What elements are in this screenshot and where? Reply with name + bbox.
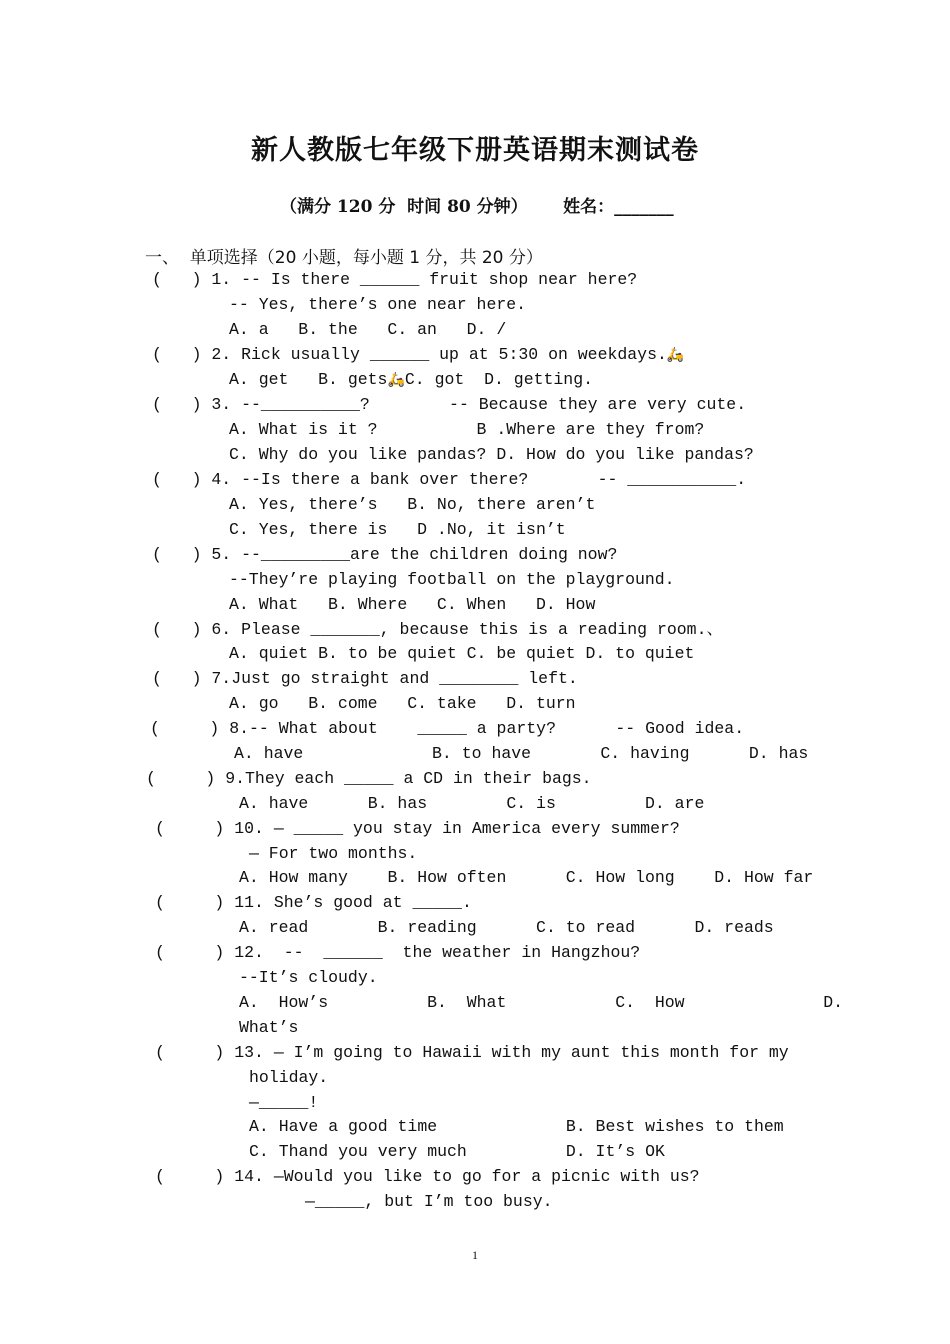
scooter-icon: 🛵: [666, 348, 685, 364]
question-line: —_____, but I’m too busy.: [305, 1192, 553, 1211]
question-line: ( ) 14. —Would you like to go for a picnic with us?: [155, 1167, 700, 1186]
question-line: ( ) 13. — I’m going to Hawaii with my aunt this month for my: [155, 1043, 789, 1062]
question-line: ( ) 5. --_________are the children doing now?: [152, 545, 618, 564]
question-line: A. go B. come C. take D. turn: [229, 694, 576, 713]
question-line: A. have B. has C. is D. are: [239, 794, 705, 813]
exam-title: 新人教版七年级下册英语期末测试卷: [251, 135, 699, 166]
question-line: A. What is it ? B .Where are they from?: [229, 420, 705, 439]
question-line: C. Thand you very much D. It’s OK: [249, 1142, 665, 1161]
question-line: ( ) 10. — _____ you stay in America every summer?: [155, 819, 680, 838]
question-line: --They’re playing football on the playground.: [229, 570, 675, 589]
question-line: ( ) 6. Please _______, because this is a reading room.、: [152, 620, 723, 639]
question-line: ( ) 7.Just go straight and ________ left.: [152, 669, 578, 688]
question-line: What’s: [239, 1018, 299, 1037]
exam-subtitle: [280, 192, 674, 217]
page-number: 1: [472, 1248, 478, 1262]
question-line: ( ) 2. Rick usually ______ up at 5:30 on weekdays.🛵: [152, 345, 685, 364]
question-line: —_____!: [249, 1093, 319, 1112]
question-line: holiday.: [249, 1068, 329, 1087]
question-line: ( ) 4. --Is there a bank over there? -- ___________.: [152, 470, 747, 489]
question-line: --It’s cloudy.: [239, 968, 378, 987]
question-line: A. have B. to have C. having D. has: [234, 744, 809, 763]
section-heading: 一、 单项选择（20 小题，每小题 1 分，共 20 分）: [145, 248, 543, 268]
question-line: A. get B. gets🛵C. got D. getting.: [229, 370, 594, 389]
question-line: A. How’s B. What C. How D.: [239, 993, 843, 1012]
question-line: ( ) 11. She’s good at _____.: [155, 893, 472, 912]
question-line: ( ) 8.-- What about _____ a party? -- Good idea.: [150, 719, 745, 738]
question-line: -- Yes, there’s one near here.: [229, 295, 527, 314]
question-line: A. How many B. How often C. How long D. How far: [239, 868, 814, 887]
exam-info: （满分 120 分 时间 80 分钟）: [280, 197, 528, 217]
question-line: A. What B. Where C. When D. How: [229, 595, 596, 614]
question-line: A. read B. reading C. to read D. reads: [239, 918, 774, 937]
question-line: C. Yes, there is D .No, it isn’t: [229, 520, 566, 539]
name-field: 姓名：_______: [563, 197, 674, 217]
question-line: A. Yes, there’s B. No, there aren’t: [229, 495, 596, 514]
question-line: A. a B. the C. an D. /: [229, 320, 507, 339]
scooter-icon: 🛵: [387, 373, 405, 389]
question-line: A. Have a good time B. Best wishes to them: [249, 1117, 784, 1136]
question-line: C. Why do you like pandas? D. How do you like pandas?: [229, 445, 754, 464]
question-line: ( ) 1. -- Is there ______ fruit shop near here?: [152, 270, 638, 289]
question-line: ( ) 3. --__________? -- Because they are very cute.: [152, 395, 747, 414]
question-line: ( ) 12. -- ______ the weather in Hangzhou?: [155, 943, 641, 962]
question-line: ( ) 9.They each _____ a CD in their bags.: [146, 769, 592, 788]
question-line: — For two months.: [249, 844, 418, 863]
question-line: A. quiet B. to be quiet C. be quiet D. to quiet: [229, 644, 695, 663]
